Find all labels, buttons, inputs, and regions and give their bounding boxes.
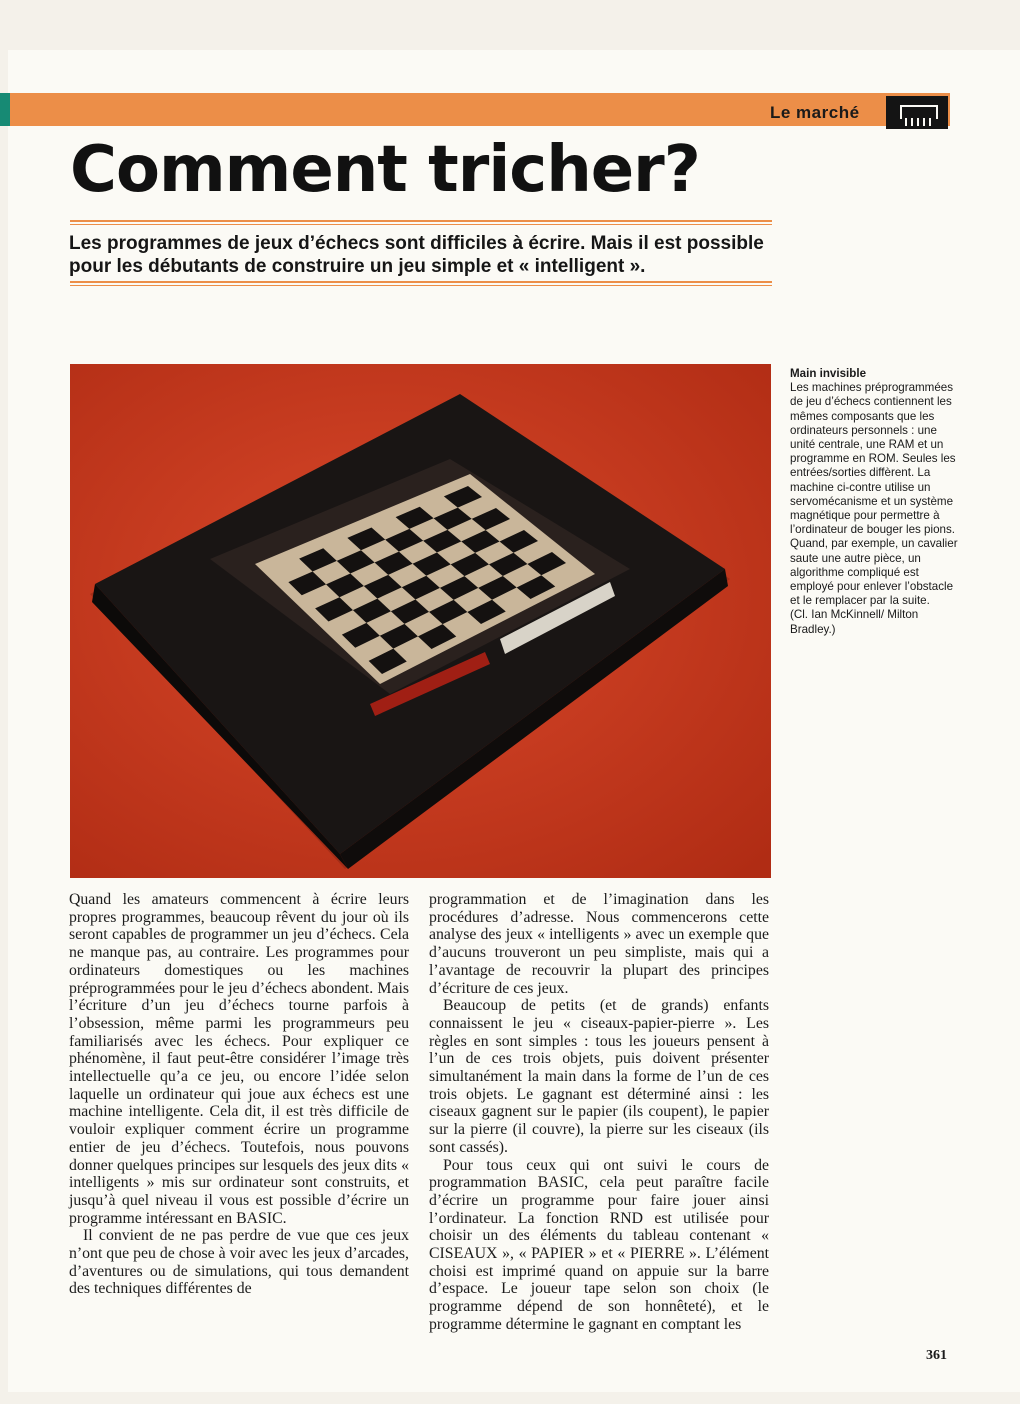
standfirst: Les programmes de jeux d’échecs sont difficiles à écrire. Mais il est possible pour les débutants de construire un jeu simple et « intelligent ». <box>69 233 764 277</box>
photo-caption <box>790 367 958 637</box>
body-column-right <box>429 891 769 1334</box>
body-paragraph: Quand les amateurs commencent à écrire leurs propres programmes, beaucoup rêvent du jour où ils seront capables de programmer un jeu d’échecs. Cela ne manque pas, au contraire. Les programmes pour ordinateurs domestiques ou les machines préprogrammées pour le jeu d’échecs abondent. Mais l’écriture d’un jeu d’échecs tourne parfois à l’obsession, même parmi les programmeurs peu familiarisés avec les échecs. Pour expliquer ce phénomène, il faut peut-être considérer l’image très intellectuelle qu’a ce jeu, ou encore l’idée selon laquelle un ordinateur qui joue aux échecs est une machine intelligente. Cela dit, il est très difficile de vouloir expliquer comment écrire un programme entier de jeu d’échecs. Toutefois, nous pouvons donner quelques principes sur lesquels des jeux dits « intelligents » mis sur ordinateur sont construits, et jusqu’à quel niveau il vous est possible d’écrire un programme intéressant en BASIC. <box>69 891 409 1227</box>
chip-pin <box>905 118 907 126</box>
chip-pin <box>911 118 913 126</box>
caption-body: Les machines préprogrammées de jeu d’échecs contiennent les mêmes composants que les ordinateurs personnels : une unité centrale, une RAM et un programme en ROM. Seules les entrées/sorties diffèrent. La machine ci-contre utilise un servomécanisme et un système magnétique pour permettre à l’ordinateur de bouger les pions. Quand, par exemple, un cavalier saute une autre pièce, un algorithme compliqué est employé pour enlever l’obstacle et le remplacer par la suite. <box>790 381 958 608</box>
chip-body <box>900 105 938 119</box>
page-number: 361 <box>926 1348 947 1363</box>
title-rule <box>70 220 772 222</box>
body-paragraph: Il convient de ne pas perdre de vue que ces jeux n’ont que peu de chose à voir avec les jeux d’arcades, d’aventures ou de simulations, qui tous demandent des techniques différentes de <box>69 1227 409 1298</box>
title-rule-thin <box>70 224 772 225</box>
standfirst-rule-thin <box>70 285 772 286</box>
chess-machine-photo <box>70 364 771 878</box>
chip-pin <box>917 118 919 126</box>
body-paragraph: Pour tous ceux qui ont suivi le cours de programmation BASIC, cela peut paraître facile d’écrire un programme pour faire jouer ainsi l’ordinateur. La fonction RND est utilisée pour choisir un des éléments du tableau contenant « CISEAUX », « PAPIER » et « PIERRE ». L’élément choisi est imprimé quand on appuie sur la barre d’espace. Le joueur tape selon son choix (le programme dépend de son honnêteté), et le programme détermine le gagnant en comptant les <box>429 1156 769 1333</box>
chess-machine-illustration <box>70 364 771 878</box>
standfirst-rule <box>70 281 772 283</box>
body-column-left <box>69 891 409 1298</box>
caption-title: Main invisible <box>790 367 867 380</box>
chip-pin <box>929 118 931 126</box>
body-paragraph: programmation et de l’imagination dans les procédures d’adresse. Nous commencerons cette analyse des jeux « intelligents » avec un exemple que d’aucuns trouveront un peu simpliste, mais qui a l’avantage de recouvrir la plupart des principes d’écriture de ces jeux. <box>429 891 769 997</box>
chip-icon <box>886 96 948 129</box>
section-label: Le marché <box>770 103 860 122</box>
article-title: Comment tricher? <box>70 133 700 207</box>
caption-credit: (Cl. Ian McKinnell/ Milton Bradley.) <box>790 608 919 636</box>
chip-pin <box>923 118 925 126</box>
body-paragraph: Beaucoup de petits (et de grands) enfants connaissent le jeu « ciseaux-papier-pierre ». Les règles en sont simples : tous les joueurs pensent à l’un de ces trois objets, puis doivent présenter simultanément la main dans la forme de l’un de ces trois objets. Le gagnant est déterminé ainsi : les ciseaux gagnent sur le papier (ils coupent), le papier sur la pierre (il couvre), la pierre sur les ciseaux (ils sont cassés). <box>429 997 769 1156</box>
section-color-marker <box>0 93 10 126</box>
